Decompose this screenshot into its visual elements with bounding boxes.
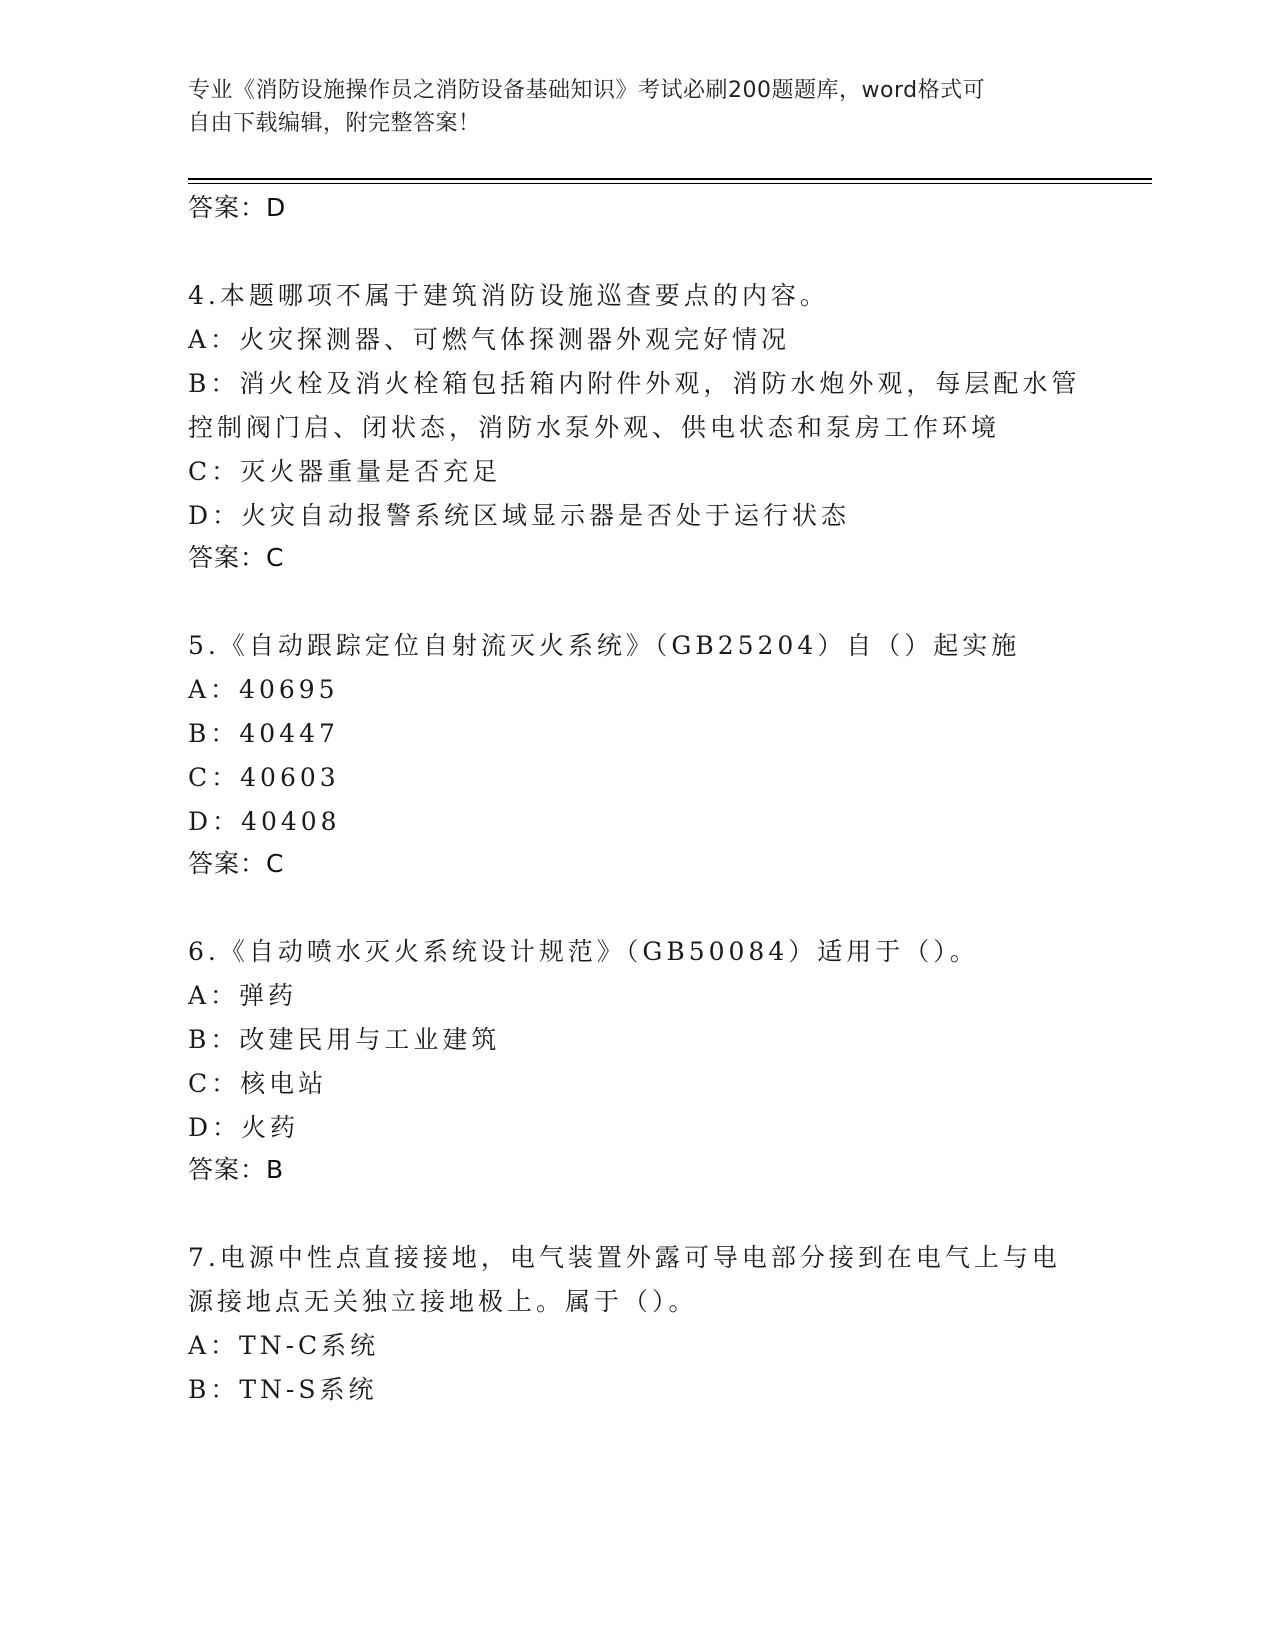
header-rule-thin	[188, 183, 1152, 184]
question-5-option-b: B：40447	[188, 719, 339, 748]
question-7-option-a: A：TN-C系统	[188, 1331, 380, 1360]
question-7-stem: 7.电源中性点直接接地，电气装置外露可导电部分接到在电气上与电	[188, 1243, 1061, 1272]
question-7-option-b: B：TN-S系统	[188, 1375, 378, 1404]
question-4-answer: 答案：C	[188, 543, 285, 572]
question-5-option-a: A：40695	[188, 675, 339, 704]
question-5-option-c: C：40603	[188, 763, 340, 792]
page-header	[188, 74, 1068, 140]
header-line-1: 专业《消防设施操作员之消防设备基础知识》考试必刷200题题库，word格式可	[188, 78, 986, 103]
answer-previous: 答案：D	[188, 193, 287, 222]
question-6-answer: 答案：B	[188, 1155, 285, 1184]
question-4-option-b: B：消火栓及消火栓箱包括箱内附件外观，消防水炮外观，每层配水管	[188, 369, 1081, 398]
header-line-2: 自由下载编辑，附完整答案！	[188, 111, 481, 136]
question-4-option-b-continued: 控制阀门启、闭状态，消防水泵外观、供电状态和泵房工作环境	[188, 413, 1001, 442]
question-7-stem-continued: 源接地点无关独立接地极上。属于（）。	[188, 1287, 698, 1316]
question-6-option-b: B：改建民用与工业建筑	[188, 1025, 501, 1054]
question-4-option-a: A：火灾探测器、可燃气体探测器外观完好情况	[188, 325, 791, 354]
question-5-option-d: D：40408	[188, 807, 341, 836]
question-6-stem: 6.《自动喷水灭火系统设计规范》（GB50084）适用于（）。	[188, 937, 979, 966]
question-4-stem: 4.本题哪项不属于建筑消防设施巡查要点的内容。	[188, 281, 829, 310]
question-4-option-d: D：火灾自动报警系统区域显示器是否处于运行状态	[188, 501, 851, 530]
question-5-answer: 答案：C	[188, 849, 285, 878]
question-6-option-a: A：弹药	[188, 981, 298, 1010]
header-rule-thick	[188, 178, 1152, 180]
question-5-stem: 5.《自动跟踪定位自射流灭火系统》（GB25204）自（）起实施	[188, 631, 1021, 660]
question-6-option-c: C：核电站	[188, 1069, 328, 1098]
question-4-option-c: C：灭火器重量是否充足	[188, 457, 502, 486]
question-6-option-d: D：火药	[188, 1113, 300, 1142]
